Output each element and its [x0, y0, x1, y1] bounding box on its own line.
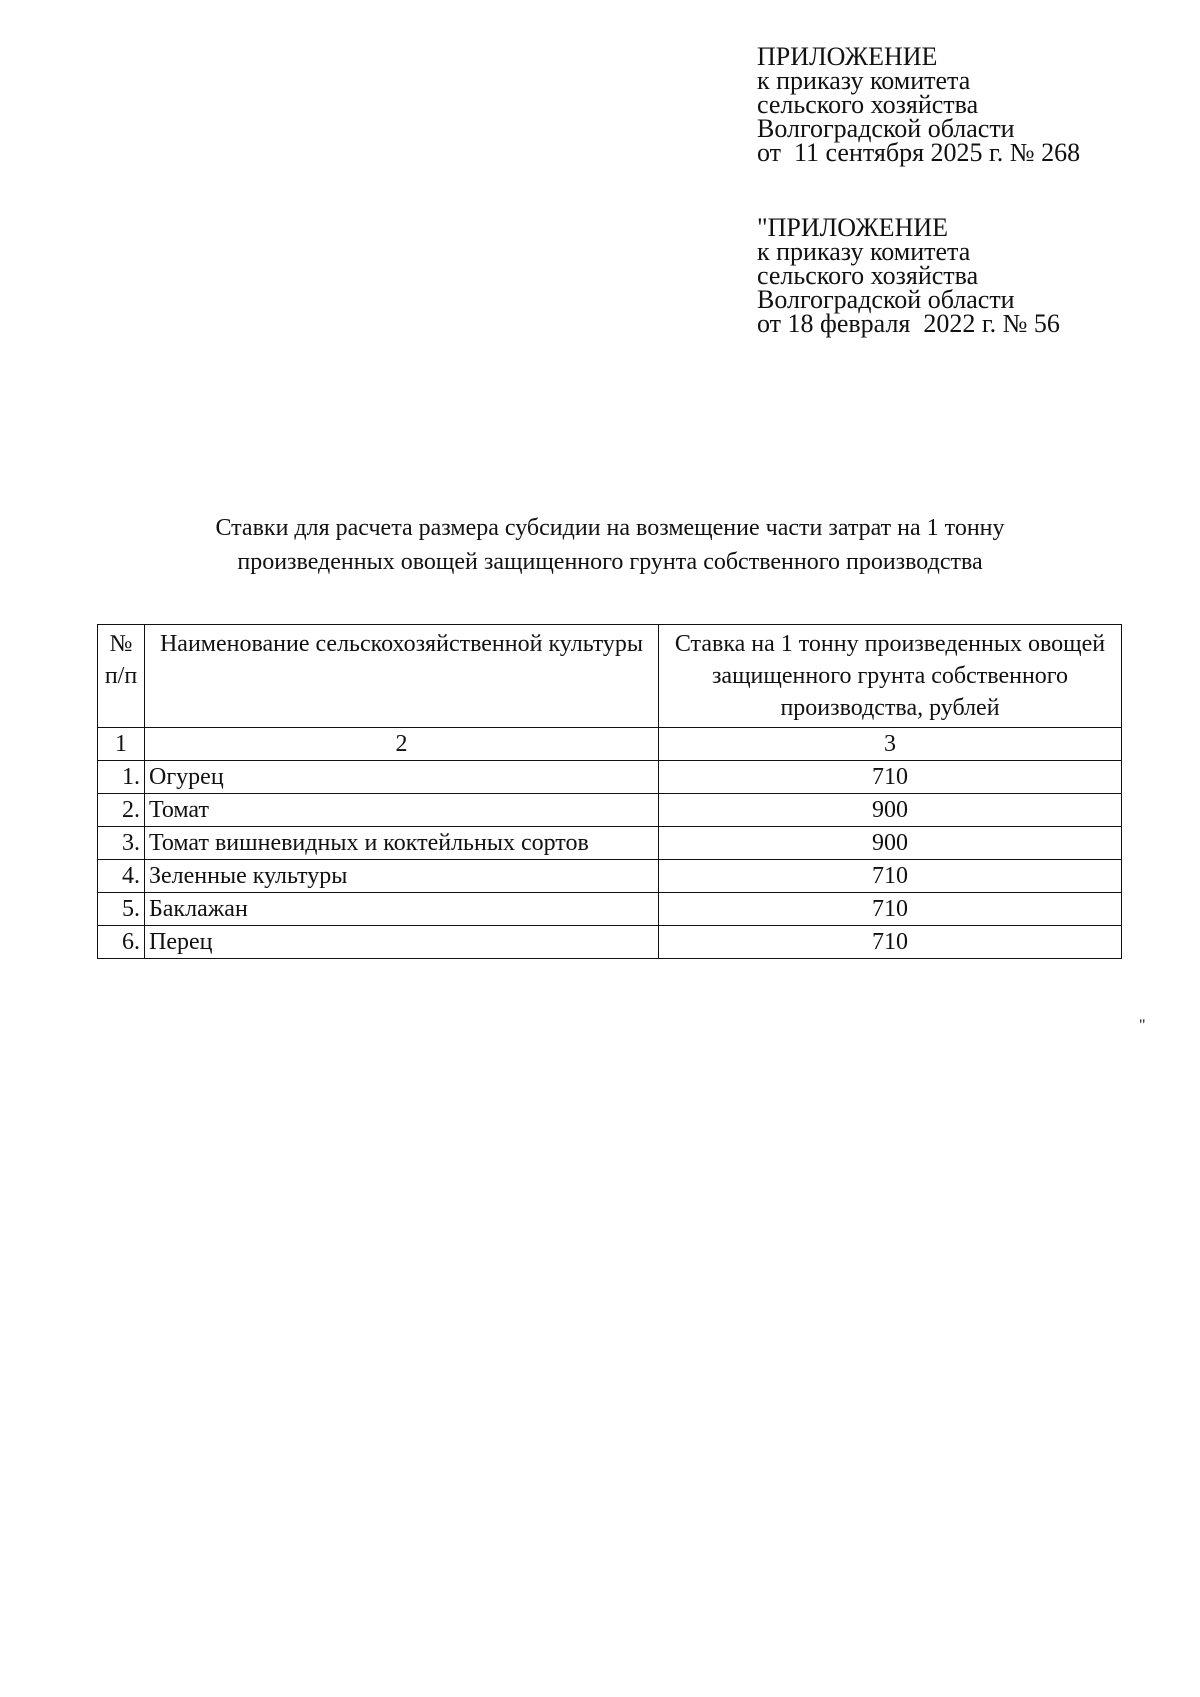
- row-name: Зеленные культуры: [145, 860, 659, 893]
- row-num: 1.: [98, 761, 145, 794]
- appendix-line: к приказу комитета: [757, 66, 971, 95]
- row-num: 4.: [98, 860, 145, 893]
- row-rate: 900: [659, 794, 1122, 827]
- appendix-line: Волгоградской области: [757, 285, 1015, 314]
- table-index-row: [98, 728, 1122, 761]
- header-rate: Ставка на 1 тонну произведенных овощей защищенного грунта собственного производства, рублей: [659, 625, 1122, 728]
- table-row: [98, 893, 1122, 926]
- table-header-row: [98, 625, 1122, 728]
- table-row: [98, 794, 1122, 827]
- document-title: [90, 511, 1130, 579]
- title-line: произведенных овощей защищенного грунта собственного производства: [237, 549, 983, 575]
- appendix-date-number: от 18 февраля 2022 г. № 56: [757, 309, 1060, 338]
- index-cell: 1: [98, 728, 145, 761]
- row-num: 5.: [98, 893, 145, 926]
- closing-quote: ": [1139, 1017, 1146, 1034]
- appendix-line: сельского хозяйства: [757, 90, 979, 119]
- index-cell: 2: [145, 728, 659, 761]
- table-row: [98, 761, 1122, 794]
- title-line: Ставки для расчета размера субсидии на возмещение части затрат на 1 тонну: [215, 515, 1005, 541]
- row-rate: 710: [659, 893, 1122, 926]
- index-cell: 3: [659, 728, 1122, 761]
- appendix-line: сельского хозяйства: [757, 261, 979, 290]
- row-rate: 710: [659, 761, 1122, 794]
- row-num: 2.: [98, 794, 145, 827]
- row-rate: 900: [659, 827, 1122, 860]
- appendix-header-current: [757, 42, 1081, 167]
- rates-table: [97, 624, 1122, 959]
- appendix-line: Волгоградской области: [757, 114, 1015, 143]
- row-rate: 710: [659, 926, 1122, 959]
- row-num: 6.: [98, 926, 145, 959]
- row-name: Томат: [145, 794, 659, 827]
- table-row: [98, 860, 1122, 893]
- appendix-title: ПРИЛОЖЕНИЕ: [757, 42, 938, 71]
- table-row: [98, 926, 1122, 959]
- row-name: Перец: [145, 926, 659, 959]
- table-row: [98, 827, 1122, 860]
- row-rate: 710: [659, 860, 1122, 893]
- appendix-header-original: [757, 213, 1060, 338]
- appendix-line: к приказу комитета: [757, 237, 971, 266]
- appendix-title: "ПРИЛОЖЕНИЕ: [757, 213, 949, 242]
- row-num: 3.: [98, 827, 145, 860]
- row-name: Огурец: [145, 761, 659, 794]
- row-name: Баклажан: [145, 893, 659, 926]
- header-name: Наименование сельскохозяйственной культуры: [145, 625, 659, 728]
- header-num: № п/п: [98, 625, 145, 728]
- appendix-date-number: от 11 сентября 2025 г. № 268: [757, 138, 1081, 167]
- row-name: Томат вишневидных и коктейльных сортов: [145, 827, 659, 860]
